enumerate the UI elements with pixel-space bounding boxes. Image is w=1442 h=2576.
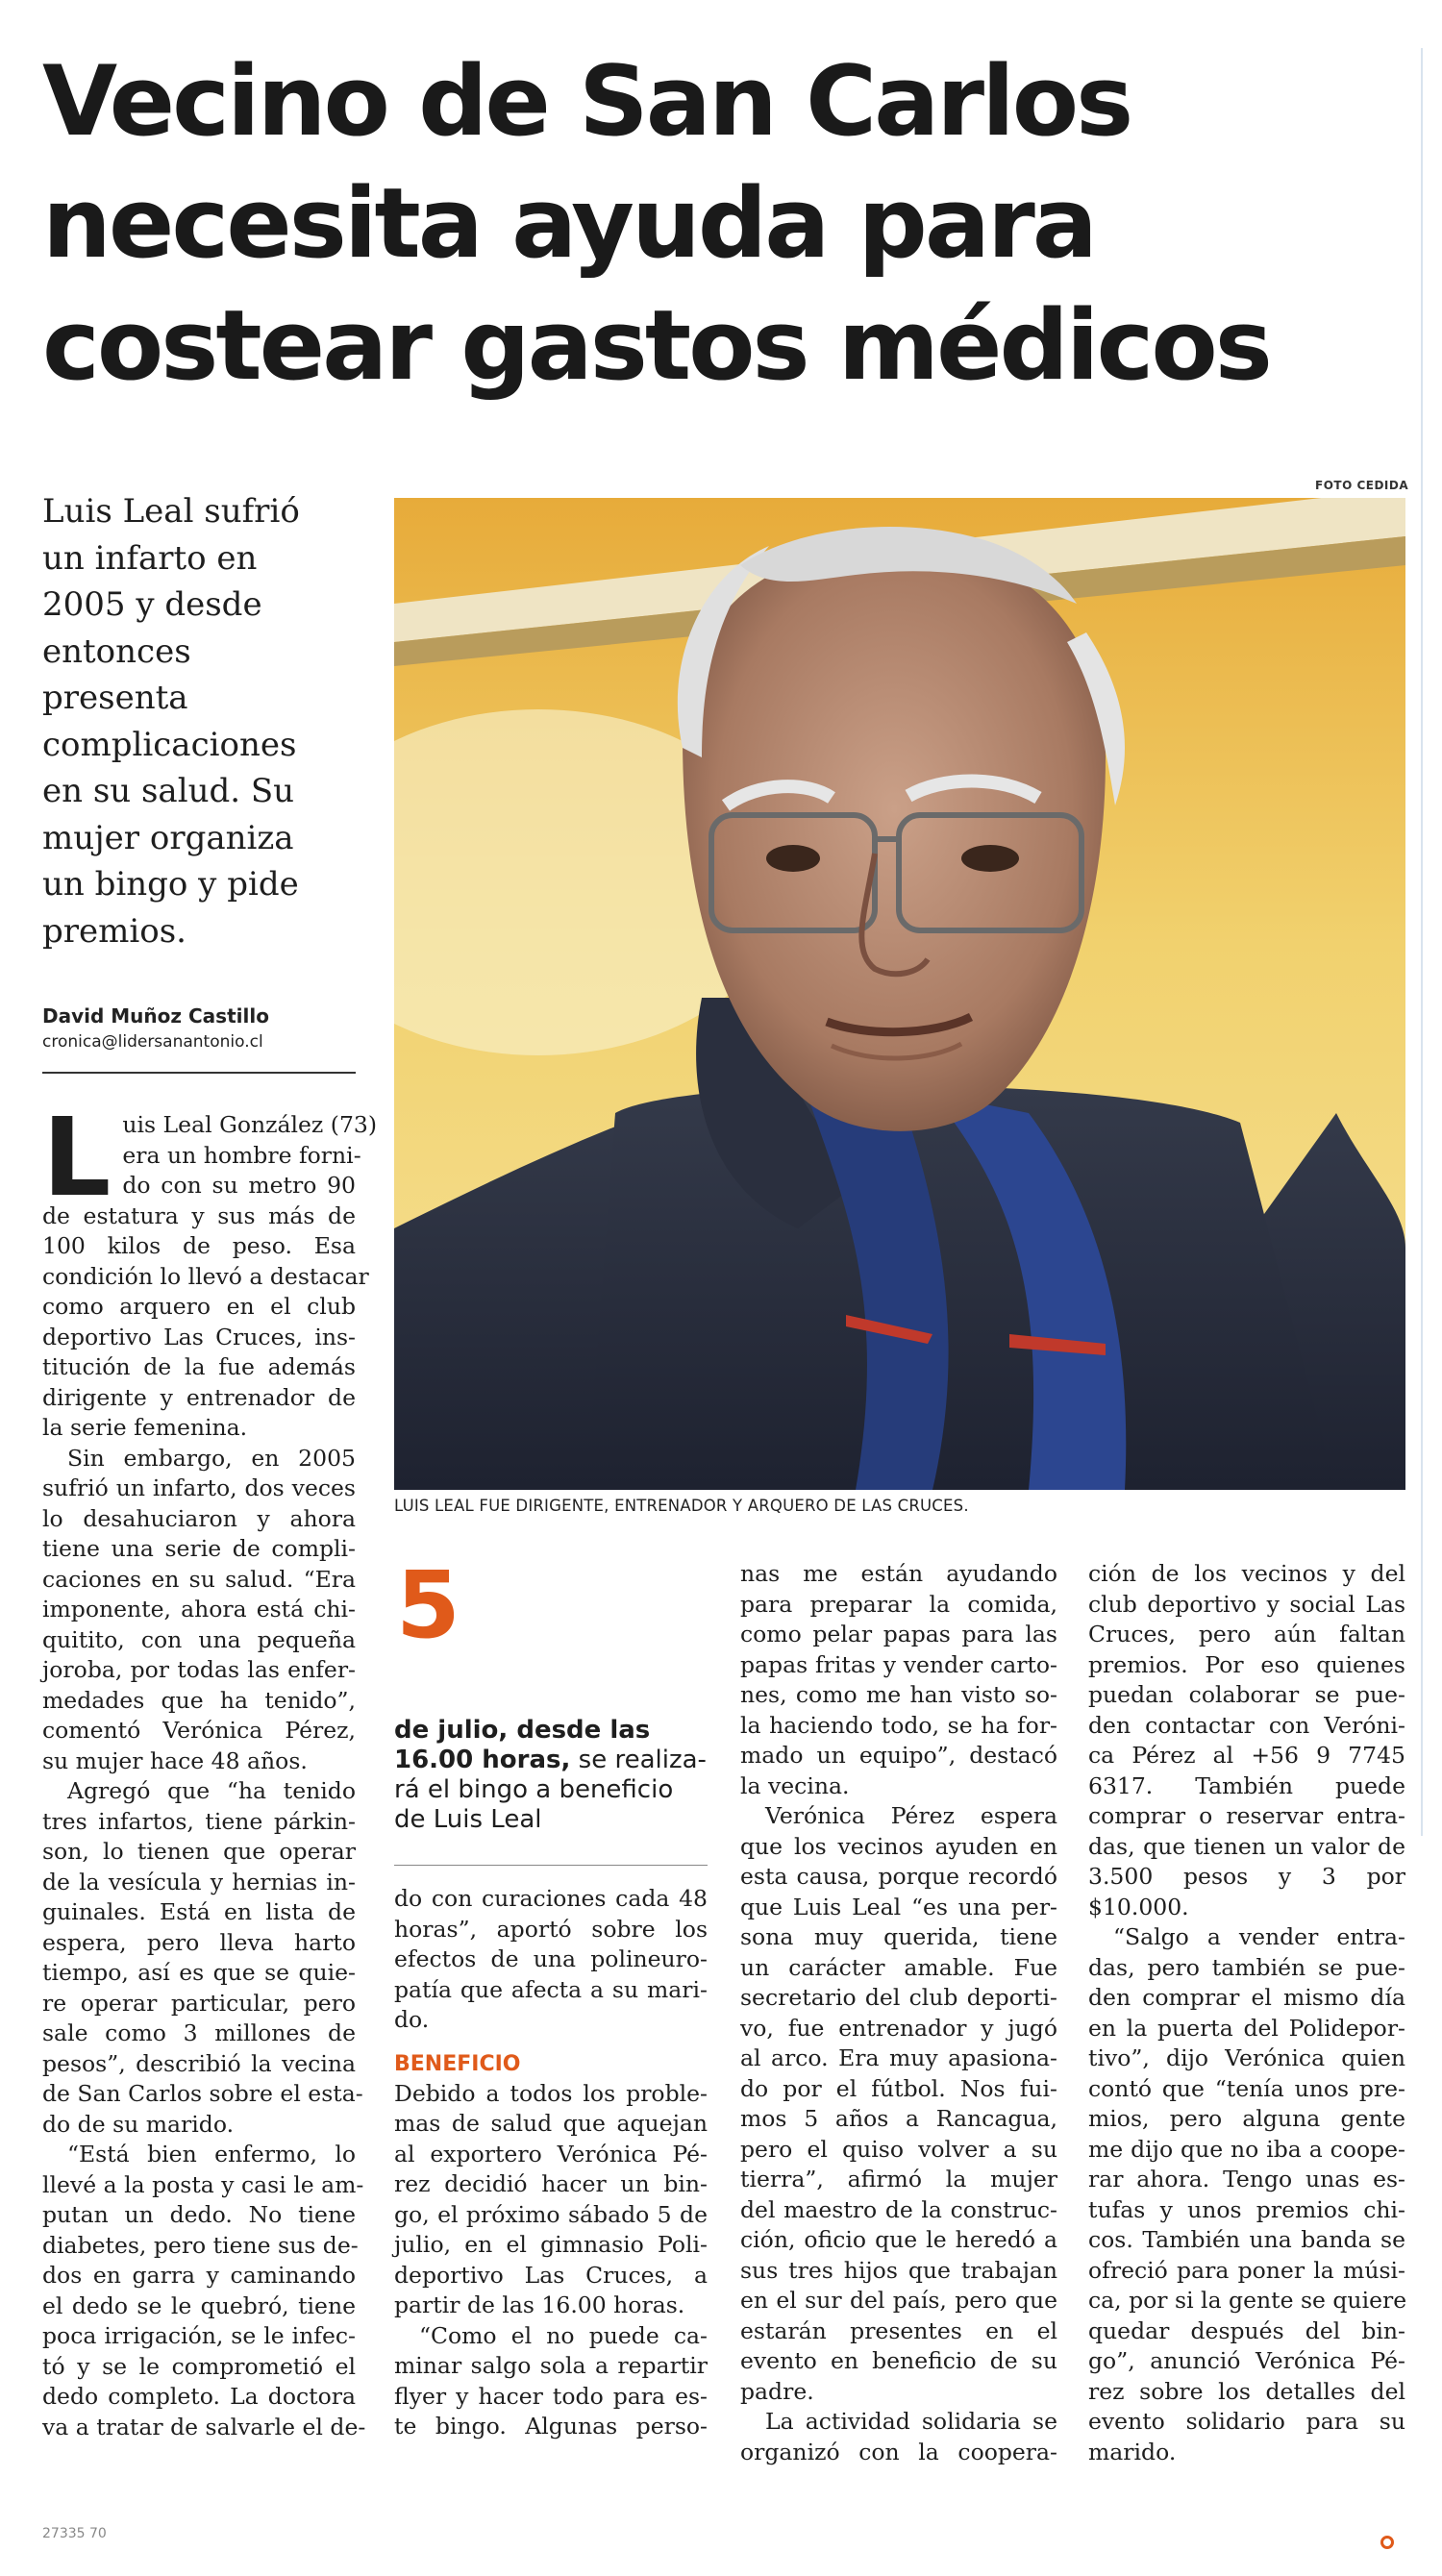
text-line: poca irrigación, se le infec- (42, 2322, 356, 2349)
text-line: $10.000. (1088, 1893, 1189, 1920)
text-line: nes, como me han visto so- (740, 1681, 1057, 1708)
text-line: como arquero en el club (42, 1293, 356, 1320)
lead-line: un bingo y pide (42, 865, 299, 904)
text-line: pesos”, describió la vecina (42, 2049, 356, 2077)
text-line: Cruces, pero aún faltan (1088, 1621, 1405, 1647)
text-line: cos. También una banda se (1088, 2226, 1405, 2253)
text-line: rez decidió hacer un bin- (394, 2170, 708, 2197)
text-line: diabetes, pero tiene sus de- (42, 2231, 359, 2259)
text-line: del maestro de la construc- (740, 2195, 1057, 2223)
text-line: tufas y unos premios chi- (1088, 2195, 1405, 2223)
text-line: evento en beneficio de su (740, 2347, 1057, 2374)
photo-caption: LUIS LEAL FUE DIRIGENTE, ENTRENADOR Y ARQUERO DE LAS CRUCES. (394, 1497, 969, 1515)
text-line: rar ahora. Tengo unas es- (1088, 2166, 1405, 2192)
text-line: secretario del club deporti- (740, 1984, 1057, 2011)
lead-line: complicaciones (42, 725, 297, 764)
text-line: deportivo Las Cruces, a (394, 2261, 708, 2289)
headline-line: necesita ayuda para (42, 166, 1095, 280)
text-line: dedo completo. La doctora (42, 2383, 356, 2410)
text-line: de San Carlos sobre el esta- (42, 2080, 363, 2107)
factbox-text: rá el bingo a beneficio (394, 1775, 674, 1804)
text-line: pero el quiso volver a su (740, 2135, 1057, 2163)
end-mark-icon (1380, 2536, 1394, 2549)
headline-line: Vecino de San Carlos (42, 44, 1131, 158)
portrait-illustration (394, 498, 1405, 1490)
text-line: tó y se le comprometió el (42, 2352, 356, 2380)
text-line: en el sur del país, pero que (740, 2287, 1057, 2314)
headline-line: costear gastos médicos (42, 288, 1270, 402)
text-line: do con curaciones cada 48 (394, 1885, 708, 1912)
text-line: un carácter amable. Fue (740, 1953, 1057, 1981)
section-subhead: BENEFICIO (394, 2051, 521, 2076)
text-line: vo, fue entrenador y jugó (740, 2014, 1057, 2042)
factbox-rule (394, 1865, 708, 1866)
article-column-3 (740, 1559, 1057, 2467)
text-line: era un hombre forni- (122, 1141, 361, 1169)
byline-rule (42, 1072, 356, 1074)
headline (42, 40, 1369, 407)
text-line: mios, pero alguna gente (1088, 2105, 1405, 2132)
text-line: deportivo Las Cruces, ins- (42, 1323, 356, 1350)
text-line: La actividad solidaria se (765, 2408, 1057, 2435)
text-line: club deportivo y social Las (1088, 1590, 1405, 1618)
text-line: das, pero también se pue- (1088, 1953, 1405, 1981)
text-line: condición lo llevó a destacar (42, 1262, 369, 1290)
text-line: lo desahuciaron y ahora (42, 1504, 356, 1532)
text-line: do por el fútbol. Nos fui- (740, 2074, 1057, 2102)
text-line: dirigente y entrenador de (42, 1383, 356, 1411)
factbox-number: 5 (396, 1551, 460, 1659)
text-line: horas”, aportó sobre los (394, 1915, 708, 1943)
column-2-paragraph-2 (394, 2079, 708, 2442)
text-line: den comprar el mismo día (1088, 1984, 1405, 2011)
text-line: tiempo, así es que se quie- (42, 1959, 356, 1986)
text-line: el dedo se le quebró, tiene (42, 2291, 356, 2319)
text-line: putan un dedo. No tiene (42, 2201, 356, 2228)
text-line: go”, anunció Verónica Pé- (1088, 2347, 1405, 2374)
text-line: evento solidario para su (1088, 2408, 1405, 2435)
text-line: Sin embargo, en 2005 (67, 1444, 356, 1472)
text-line: la vecina. (740, 1771, 850, 1799)
lead-line: mujer organiza (42, 818, 294, 857)
text-line: dos en garra y caminando (42, 2262, 356, 2289)
text-line: la haciendo todo, se ha for- (740, 1711, 1057, 1739)
text-line: quedar después del bin- (1088, 2316, 1405, 2344)
text-line: tres infartos, tiene párkin- (42, 1807, 356, 1835)
text-line: Agregó que “ha tenido (67, 1777, 356, 1804)
lead-paragraph (42, 488, 369, 954)
text-line: son, lo tienen que operar (42, 1838, 356, 1865)
lead-line: 2005 y desde (42, 585, 262, 624)
text-line: nas me están ayudando (740, 1560, 1057, 1587)
photo-credit: FOTO CEDIDA (1315, 479, 1409, 492)
text-line: 6317. También puede (1088, 1771, 1405, 1799)
article-column-4 (1088, 1559, 1405, 2467)
text-line: la serie femenina. (42, 1414, 248, 1441)
text-line: go, el próximo sábado 5 de (394, 2200, 708, 2228)
text-line: “Está bien enfermo, lo (67, 2141, 356, 2167)
text-line: 100 kilos de peso. Esa (42, 1232, 356, 1259)
text-line: te bingo. Algunas perso- (394, 2413, 708, 2440)
factbox-text: se realiza- (570, 1746, 707, 1774)
lead-line: en su salud. Su (42, 772, 295, 810)
text-line: “Salgo a vender entra- (1113, 1923, 1405, 1950)
column-1-paragraph-1 (42, 1096, 378, 2442)
article-column-2 (394, 1884, 708, 2442)
text-line: comentó Verónica Pérez, (42, 1717, 356, 1744)
text-line: su mujer hace 48 años. (42, 1746, 308, 1774)
text-line: estarán presentes en el (740, 2316, 1057, 2344)
text-line: 3.500 pesos y 3 por (1088, 1863, 1405, 1890)
column-3-text (740, 1559, 1057, 2467)
text-line: de la vesícula y hernias in- (42, 1868, 356, 1895)
text-line: tierra”, afirmó la mujer (740, 2166, 1057, 2192)
text-line: mado un equipo”, destacó (740, 1742, 1057, 1769)
text-line: sale como 3 millones de (42, 2019, 356, 2046)
text-line: quitito, con una pequeña (42, 1625, 356, 1653)
factbox-date: de julio, desde las (394, 1716, 651, 1745)
byline-author: David Muñoz Castillo (42, 1004, 269, 1028)
text-line: ofreció para poner la músi- (1088, 2256, 1405, 2284)
text-line: llevé a la posta y casi le am- (42, 2170, 364, 2198)
text-line: mas de salud que aquejan (394, 2110, 708, 2137)
text-line: ción, oficio que le heredó a (740, 2226, 1057, 2253)
text-line: contó que “tenía unos pre- (1088, 2074, 1405, 2102)
text-line: re operar particular, pero (42, 1989, 356, 2017)
column-4-text (1088, 1559, 1405, 2467)
text-line: sona muy querida, tiene (740, 1923, 1057, 1950)
text-line: organizó con la coopera- (740, 2438, 1057, 2465)
text-line: do de su marido. (42, 2110, 235, 2138)
text-line: efectos de una polineuro- (394, 1945, 708, 1972)
text-line: do con su metro 90 (122, 1172, 356, 1199)
text-line: titución de la fue además (42, 1353, 356, 1380)
lead-line: Luis Leal sufrió (42, 492, 300, 531)
text-line: “Como el no puede ca- (419, 2321, 708, 2349)
text-line: padre. (740, 2377, 814, 2405)
text-line: para preparar la comida, (740, 1590, 1057, 1618)
factbox-time: 16.00 horas, (394, 1746, 571, 1774)
text-line: de estatura y sus más de (42, 1201, 356, 1229)
text-line: que Luis Leal “es una per- (740, 1893, 1057, 1920)
text-line: Verónica Pérez espera (765, 1802, 1057, 1829)
text-line: caciones en su salud. “Era (42, 1565, 356, 1593)
text-line: julio, en el gimnasio Poli- (394, 2231, 708, 2258)
text-line: patía que afecta a su mari- (394, 1975, 708, 2003)
text-line: flyer y hacer todo para es- (394, 2382, 708, 2410)
text-line: va a tratar de salvarle el de- (42, 2413, 366, 2440)
text-line: rez sobre los detalles del (1088, 2377, 1405, 2405)
text-line: tivo”, dijo Verónica quien (1088, 2044, 1405, 2071)
factbox (394, 1716, 711, 1835)
text-line: uis Leal González (73) (122, 1111, 378, 1138)
text-line: joroba, por todas las enfer- (42, 1656, 356, 1683)
text-line: medades que ha tenido”, (42, 1686, 356, 1714)
page-code: 27335 70 (42, 2526, 107, 2541)
text-line: mos 5 años a Rancagua, (740, 2105, 1057, 2132)
text-line: esta causa, porque recordó (740, 1863, 1057, 1890)
article-column-1 (42, 1096, 378, 2442)
text-line: que los vecinos ayuden en (740, 1832, 1057, 1860)
text-line: al arco. Era muy apasiona- (740, 2044, 1057, 2071)
lead-line: presenta (42, 679, 188, 717)
text-line: sufrió un infarto, dos veces (42, 1474, 356, 1501)
page-divider (1421, 48, 1423, 1836)
drop-cap: L (42, 1096, 112, 1221)
text-line: ca Pérez al +56 9 7745 (1088, 1742, 1405, 1769)
lead-line: premios. (42, 911, 186, 951)
text-line: imponente, ahora está chi- (42, 1596, 356, 1622)
text-line: ción de los vecinos y del (1088, 1560, 1405, 1587)
text-line: espera, pero lleva harto (42, 1928, 356, 1956)
article-photo (394, 498, 1405, 1490)
byline-email[interactable]: cronica@lidersanantonio.cl (42, 1032, 263, 1052)
text-line: puedan colaborar se pue- (1088, 1681, 1405, 1708)
text-line: me dijo que no iba a coope- (1088, 2135, 1405, 2163)
column-2-paragraph-1 (394, 1884, 708, 2036)
text-line: das, que tienen un valor de (1088, 1832, 1405, 1860)
factbox-text: de Luis Leal (394, 1805, 542, 1834)
text-line: ca, por si la gente se quiere (1088, 2287, 1407, 2314)
text-line: Debido a todos los proble- (394, 2079, 708, 2107)
text-line: papas fritas y vender carto- (740, 1650, 1057, 1678)
text-line: minar salgo sola a repartir (394, 2352, 708, 2379)
text-line: al exportero Verónica Pé- (394, 2140, 708, 2167)
text-line: den contactar con Veróni- (1088, 1711, 1405, 1739)
text-line: comprar o reservar entra- (1088, 1802, 1405, 1829)
text-line: como pelar papas para las (740, 1621, 1057, 1647)
text-line: marido. (1088, 2438, 1177, 2465)
text-line: partir de las 16.00 horas. (394, 2291, 685, 2318)
text-line: guinales. Está en lista de (42, 1898, 356, 1925)
text-line: do. (394, 2006, 430, 2033)
text-line: en la puerta del Polidepor- (1088, 2014, 1405, 2042)
lead-line: entonces (42, 632, 191, 671)
text-line: premios. Por eso quienes (1088, 1650, 1405, 1678)
lead-line: un infarto en (42, 538, 258, 578)
text-line: sus tres hijos que trabajan (740, 2256, 1057, 2284)
text-line: tiene una serie de compli- (42, 1535, 356, 1562)
